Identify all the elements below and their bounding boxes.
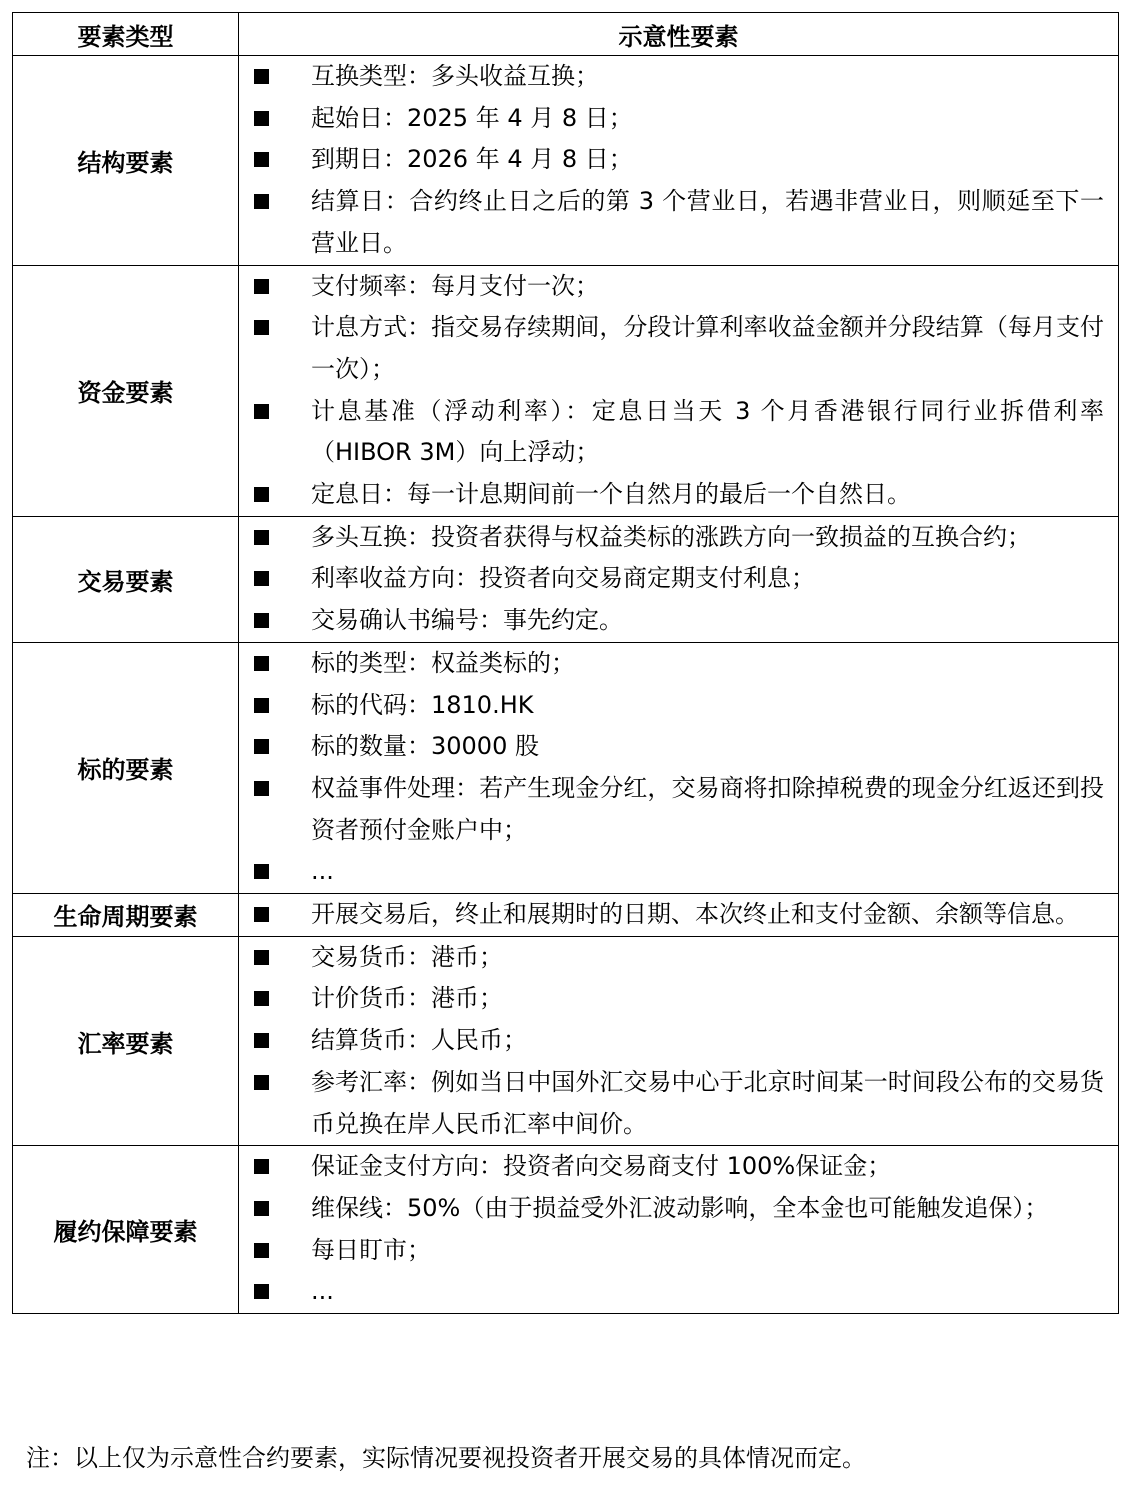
square-bullet-icon <box>239 391 311 433</box>
square-bullet-icon <box>239 978 311 1020</box>
footnote: 注：以上仅为示意性合约要素，实际情况要视投资者开展交易的具体情况而定。 <box>26 1444 866 1472</box>
list-item <box>239 937 1104 979</box>
square-bullet-icon <box>239 474 311 516</box>
list-item-text: 每日盯市； <box>311 1235 431 1264</box>
table-row <box>13 894 1119 937</box>
square-bullet-icon <box>239 266 311 308</box>
square-bullet-icon <box>239 56 311 98</box>
table-row <box>13 936 1119 1146</box>
list-item <box>239 558 1104 600</box>
element-type-label: 履约保障要素 <box>13 1146 239 1314</box>
list-item <box>239 1188 1104 1230</box>
list-item <box>239 181 1104 264</box>
square-bullet-icon <box>239 894 311 936</box>
square-bullet-icon <box>239 600 311 642</box>
square-bullet-icon <box>239 181 311 223</box>
list-item-text: 到期日：2026 年 4 月 8 日； <box>311 145 633 174</box>
list-item-text: 支付频率：每月支付一次； <box>311 271 599 300</box>
square-bullet-icon <box>239 517 311 559</box>
square-bullet-icon <box>239 1271 311 1313</box>
table-header-row <box>13 13 1119 56</box>
list-item <box>239 98 1104 140</box>
list-item-text: 起始日：2025 年 4 月 8 日； <box>311 103 633 132</box>
list-item <box>239 307 1104 390</box>
list-item <box>239 894 1104 936</box>
square-bullet-icon <box>239 558 311 600</box>
list-item-text: ... <box>311 1277 334 1306</box>
square-bullet-icon <box>239 1230 311 1272</box>
square-bullet-icon <box>239 98 311 140</box>
element-type-label: 交易要素 <box>13 516 239 642</box>
list-item <box>239 266 1104 308</box>
header-element-type: 要素类型 <box>13 13 239 56</box>
element-items-cell <box>239 1146 1119 1314</box>
list-item-text: 权益事件处理：若产生现金分红，交易商将扣除掉税费的现金分红返还到投资者预付金账户中； <box>311 773 1104 844</box>
list-item <box>239 851 1104 893</box>
element-items-cell <box>239 516 1119 642</box>
list-item-text: 计价货币：港币； <box>311 984 503 1013</box>
element-type-label: 结构要素 <box>13 56 239 266</box>
square-bullet-icon <box>239 851 311 893</box>
element-type-label: 资金要素 <box>13 265 239 516</box>
list-item-text: 开展交易后，终止和展期时的日期、本次终止和支付金额、余额等信息。 <box>311 900 1079 929</box>
list-item <box>239 768 1104 851</box>
list-item-text: 标的数量：30000 股 <box>311 732 539 761</box>
list-item <box>239 1230 1104 1272</box>
element-items-cell <box>239 894 1119 937</box>
square-bullet-icon <box>239 1188 311 1230</box>
square-bullet-icon <box>239 726 311 768</box>
list-item-text: 多头互换：投资者获得与权益类标的涨跌方向一致损益的互换合约； <box>311 522 1031 551</box>
list-item <box>239 391 1104 474</box>
list-item-text: 交易确认书编号：事先约定。 <box>311 606 623 635</box>
list-item-text: 结算货币：人民币； <box>311 1026 527 1055</box>
list-item <box>239 726 1104 768</box>
element-items-cell <box>239 936 1119 1146</box>
header-illustrative-elements: 示意性要素 <box>239 13 1119 56</box>
list-item-text: 利率收益方向：投资者向交易商定期支付利息； <box>311 564 815 593</box>
list-item-text: ... <box>311 857 334 886</box>
list-item-text: 标的类型：权益类标的； <box>311 648 575 677</box>
list-item <box>239 643 1104 685</box>
list-item <box>239 517 1104 559</box>
square-bullet-icon <box>239 1146 311 1188</box>
square-bullet-icon <box>239 139 311 181</box>
list-item <box>239 474 1104 516</box>
list-item <box>239 1062 1104 1145</box>
list-item <box>239 1271 1104 1313</box>
list-item-text: 标的代码：1810.HK <box>311 690 534 719</box>
list-item <box>239 1020 1104 1062</box>
list-item <box>239 600 1104 642</box>
square-bullet-icon <box>239 1062 311 1104</box>
list-item <box>239 1146 1104 1188</box>
contract-elements-table <box>12 12 1119 1314</box>
element-type-label: 汇率要素 <box>13 936 239 1146</box>
list-item <box>239 978 1104 1020</box>
list-item-text: 计息基准（浮动利率）：定息日当天 3 个月香港银行同行业拆借利率（HIBOR 3M）向上浮动； <box>311 396 1104 467</box>
table-row <box>13 265 1119 516</box>
table-row <box>13 516 1119 642</box>
list-item-text: 互换类型：多头收益互换； <box>311 62 599 90</box>
table-row <box>13 642 1119 893</box>
list-item <box>239 685 1104 727</box>
list-item <box>239 139 1104 181</box>
square-bullet-icon <box>239 643 311 685</box>
list-item-text: 计息方式：指交易存续期间，分段计算利率收益金额并分段结算（每月支付一次）； <box>311 313 1104 383</box>
element-items-cell <box>239 56 1119 266</box>
table-row <box>13 56 1119 266</box>
square-bullet-icon <box>239 937 311 979</box>
list-item-text: 维保线：50%（由于损益受外汇波动影响，全本金也可能触发追保）； <box>311 1193 1049 1222</box>
list-item-text: 保证金支付方向：投资者向交易商支付 100%保证金； <box>311 1152 892 1181</box>
square-bullet-icon <box>239 768 311 810</box>
table-row <box>13 1146 1119 1314</box>
list-item-text: 参考汇率：例如当日中国外汇交易中心于北京时间某一时间段公布的交易货币兑换在岸人民币汇率中间价。 <box>311 1067 1104 1138</box>
table-body <box>13 56 1119 1314</box>
list-item-text: 定息日：每一计息期间前一个自然月的最后一个自然日。 <box>311 480 911 509</box>
element-type-label: 生命周期要素 <box>13 894 239 937</box>
element-items-cell <box>239 265 1119 516</box>
square-bullet-icon <box>239 685 311 727</box>
square-bullet-icon <box>239 1020 311 1062</box>
list-item-text: 交易货币：港币； <box>311 942 503 971</box>
list-item <box>239 56 1104 98</box>
element-type-label: 标的要素 <box>13 642 239 893</box>
list-item-text: 结算日：合约终止日之后的第 3 个营业日，若遇非营业日，则顺延至下一营业日。 <box>311 187 1104 257</box>
square-bullet-icon <box>239 307 311 349</box>
element-items-cell <box>239 642 1119 893</box>
